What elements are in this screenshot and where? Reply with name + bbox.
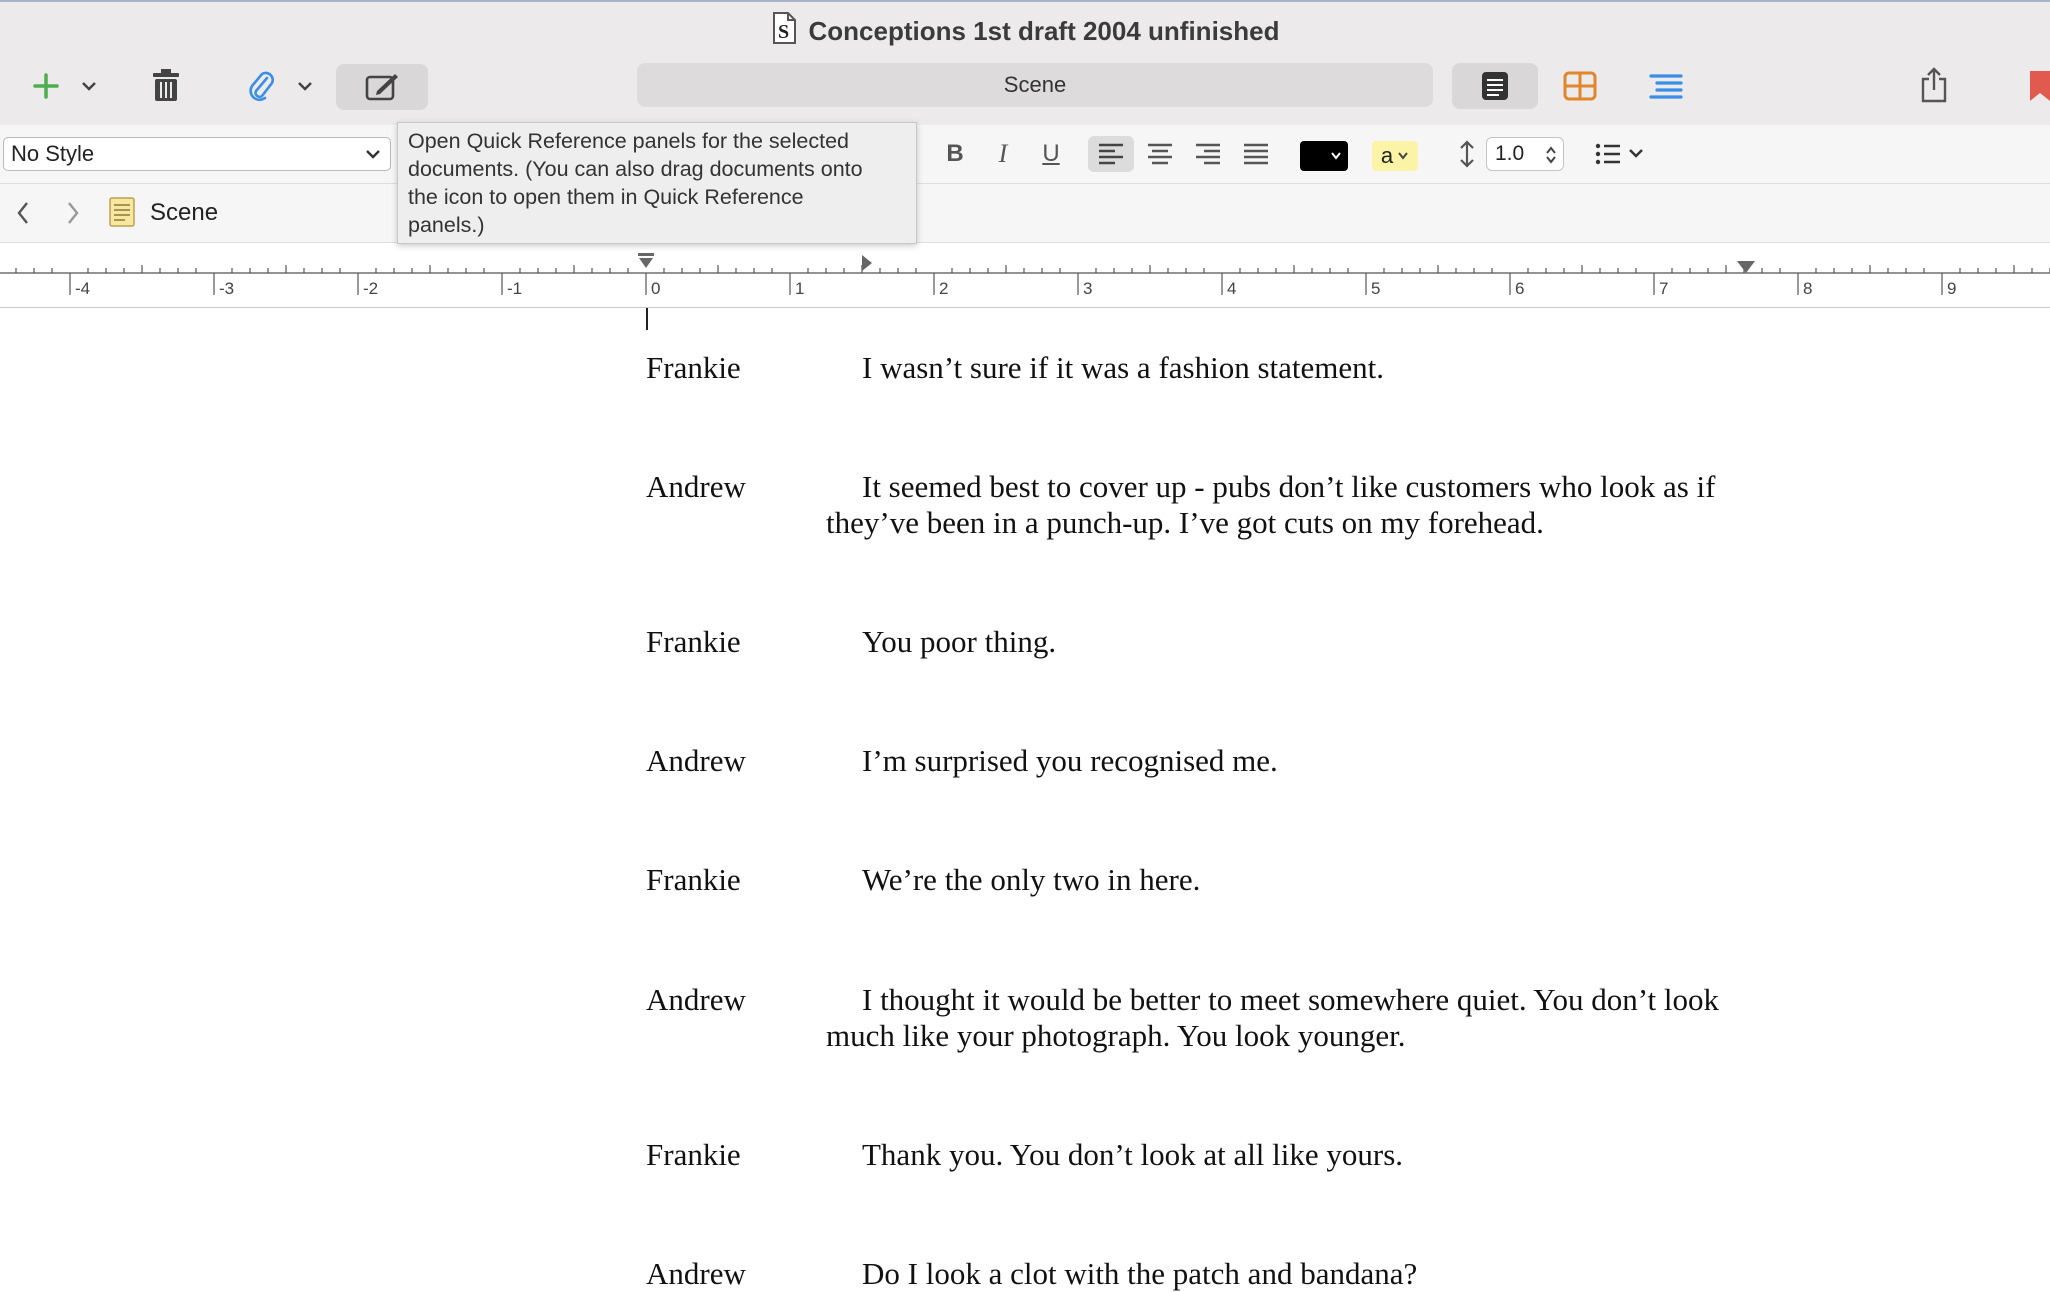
trash-button[interactable] [148, 64, 184, 106]
speaker-name: Frankie [646, 1137, 741, 1172]
right-indent-marker[interactable] [1737, 261, 1755, 273]
line-spacing-field[interactable] [1486, 137, 1564, 171]
tooltip-line: Open Quick Reference panels for the selected [408, 129, 850, 153]
view-mode-document-button[interactable] [1452, 63, 1538, 109]
underline-button[interactable]: U [1042, 140, 1060, 167]
ruler-label: -4 [75, 279, 91, 298]
ruler-label: 4 [1227, 279, 1237, 298]
dialogue-line: You poor thing. [862, 624, 1057, 659]
style-select-value: No Style [11, 141, 95, 166]
speaker-name: Andrew [646, 743, 746, 778]
add-menu-button[interactable] [74, 70, 104, 102]
add-button[interactable] [28, 66, 64, 106]
compose-icon [365, 72, 399, 102]
back-button[interactable] [8, 198, 38, 228]
trash-icon [152, 68, 180, 102]
view-mode-outline-button[interactable] [1646, 66, 1686, 106]
scene-document-icon[interactable] [108, 196, 136, 228]
dialogue-line: It seemed best to cover up - pubs don’t like customers who look as if [862, 469, 1716, 504]
plus-icon [32, 72, 60, 100]
speaker-name: Andrew [646, 469, 746, 504]
align-center-button[interactable] [1140, 136, 1180, 172]
line-spacing-icon [1452, 136, 1482, 172]
dialogue-line: I thought it would be better to meet somewhere quiet. You don’t look [862, 982, 1719, 1017]
ruler-label: -3 [219, 279, 235, 298]
chevron-down-icon [81, 80, 97, 92]
attach-menu-button[interactable] [290, 70, 320, 102]
ruler-scale [0, 243, 2050, 307]
ruler-label: -2 [363, 279, 379, 298]
speaker-name: Andrew [646, 1256, 746, 1291]
italic-button[interactable]: I [998, 139, 1008, 168]
dialogue-line: they’ve been in a punch-up. I’ve got cuts on my forehead. [826, 505, 1544, 540]
stepper-icon[interactable] [1545, 145, 1557, 165]
style-select[interactable] [3, 137, 391, 171]
chevron-down-icon [1330, 151, 1342, 161]
dialogue-line: Do I look a clot with the patch and bandana? [862, 1256, 1418, 1291]
line-spacing-arrows-icon [1457, 139, 1477, 169]
bookmark-icon [2026, 69, 2050, 103]
ruler-label: 8 [1803, 279, 1813, 298]
text-cursor [646, 308, 648, 330]
first-line-indent-marker[interactable] [638, 253, 654, 256]
speaker-name: Frankie [646, 350, 741, 385]
bookmarks-button[interactable] [2026, 68, 2050, 104]
tooltip-line: documents. (You can also drag documents onto [408, 157, 863, 181]
left-indent-marker[interactable] [639, 258, 653, 268]
tooltip-line: panels.) [408, 213, 485, 237]
attach-button[interactable] [244, 66, 280, 106]
tab-stop-marker[interactable] [862, 255, 872, 271]
speaker-name: Andrew [646, 982, 746, 1017]
outline-icon [1649, 72, 1683, 100]
justify-icon [1242, 143, 1270, 165]
ruler-label: 3 [1083, 279, 1093, 298]
corkboard-icon [1563, 71, 1597, 101]
ruler[interactable] [0, 243, 2050, 308]
highlight-color-well[interactable] [1372, 141, 1418, 171]
paperclip-icon [247, 70, 277, 102]
forward-button[interactable] [58, 198, 88, 228]
dialogue-line: I wasn’t sure if it was a fashion statement. [862, 350, 1384, 385]
tooltip [397, 122, 917, 244]
scrivener-document-icon [771, 12, 797, 51]
line-spacing-value: 1.0 [1495, 142, 1525, 165]
ruler-label: 7 [1659, 279, 1669, 298]
ruler-label: 5 [1371, 279, 1381, 298]
align-center-icon [1146, 143, 1174, 165]
ruler-label: 0 [651, 279, 661, 298]
align-left-icon [1097, 143, 1125, 165]
bullet-list-icon [1594, 143, 1646, 165]
highlight-label: a [1380, 143, 1394, 168]
view-mode-corkboard-button[interactable] [1560, 66, 1600, 106]
speaker-name: Frankie [646, 624, 741, 659]
text-color-well[interactable] [1300, 141, 1348, 171]
ruler-label: 2 [939, 279, 949, 298]
window-title [0, 12, 2050, 51]
ruler-label: 6 [1515, 279, 1525, 298]
align-right-button[interactable] [1188, 136, 1228, 172]
chevron-down-icon [297, 80, 313, 92]
dialogue-line: Thank you. You don’t look at all like yours. [862, 1137, 1404, 1172]
svg-text:S: S [777, 21, 789, 43]
dialogue-line: We’re the only two in here. [862, 862, 1201, 897]
dialogue-line: I’m surprised you recognised me. [862, 743, 1278, 778]
dialogue-line: much like your photograph. You look younger. [826, 1018, 1406, 1053]
justify-button[interactable] [1236, 136, 1276, 172]
document-view-icon [1481, 71, 1509, 101]
chevron-down-icon [364, 144, 382, 164]
ruler-label: 1 [795, 279, 805, 298]
toolbar-document-title[interactable]: Scene [637, 63, 1433, 107]
list-button[interactable] [1592, 136, 1648, 172]
tooltip-line: the icon to open them in Quick Reference [408, 185, 804, 209]
bold-button[interactable]: B [946, 140, 964, 167]
share-icon [1920, 67, 1948, 103]
ruler-label: 9 [1947, 279, 1957, 298]
ruler-label: -1 [507, 279, 523, 298]
chevron-left-icon [16, 201, 30, 225]
window-title-text: Conceptions 1st draft 2004 unfinished [808, 16, 1280, 46]
header-document-title: Scene [150, 199, 219, 226]
quick-reference-button[interactable] [336, 64, 428, 110]
chevron-down-icon [1397, 151, 1409, 161]
text-document-icon [109, 197, 135, 227]
share-button[interactable] [1914, 62, 1954, 108]
chevron-right-icon [66, 201, 80, 225]
align-left-button[interactable] [1088, 136, 1134, 172]
editor-header-bar [0, 184, 2050, 243]
speaker-name: Frankie [646, 862, 741, 897]
align-right-icon [1194, 143, 1222, 165]
